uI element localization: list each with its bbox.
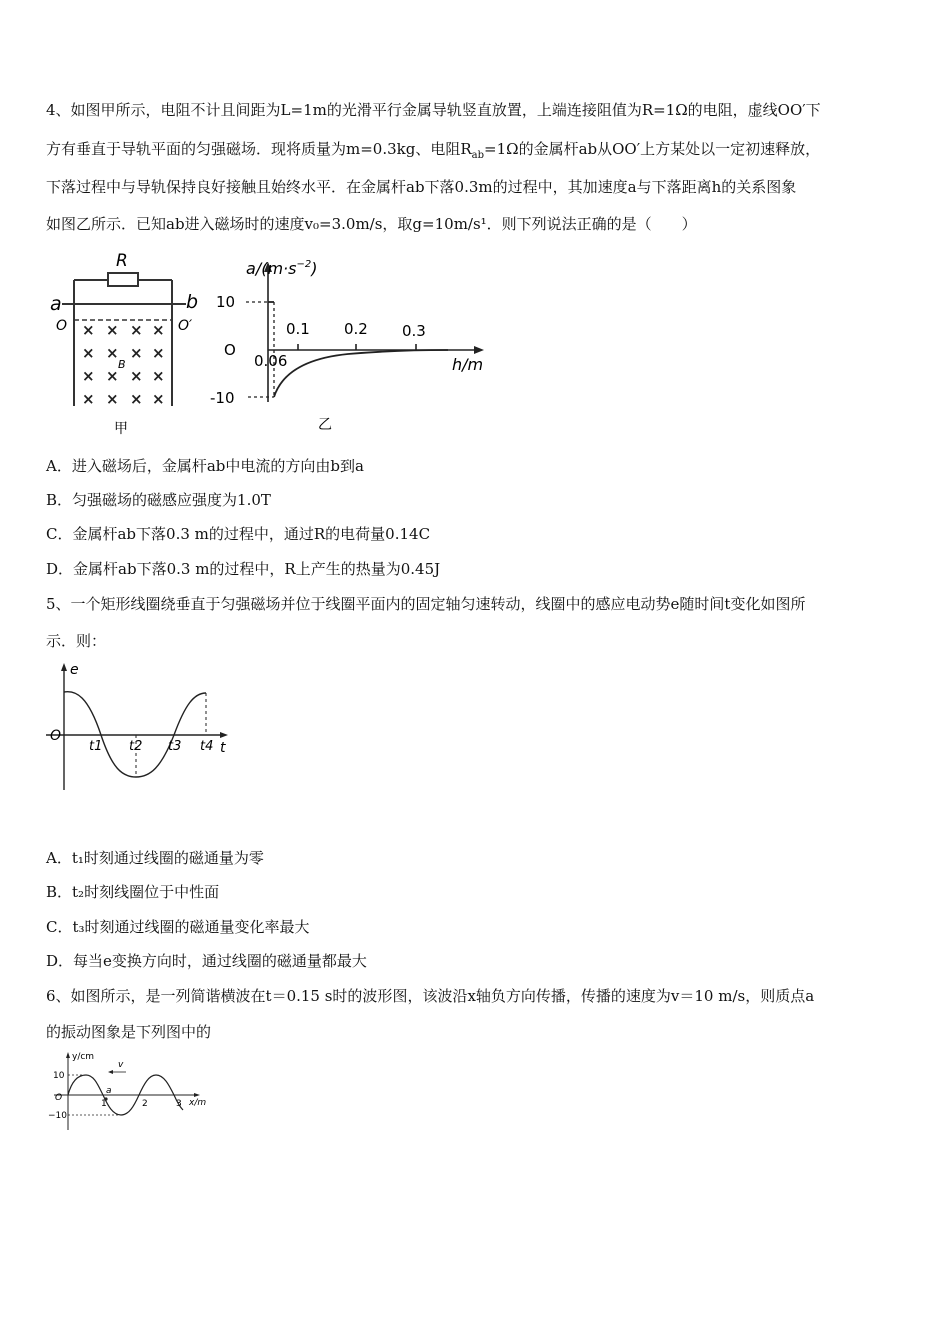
q5-line-1: 5、一个矩形线圈绕垂直于匀强磁场并位于线圈平面内的固定轴匀速转动，线圈中的感应电动势e随时间t变化如图所: [46, 595, 806, 613]
caption-jia: 甲: [114, 421, 128, 437]
wave-x-3: 3: [176, 1099, 182, 1109]
label-O-prime: O′: [178, 318, 193, 334]
wave-y-bottom: −10: [48, 1111, 67, 1121]
q5-option-d[interactable]: D．每当e变换方向时，通过线圈的磁通量都最大: [46, 952, 367, 970]
q6-figure-wave: [46, 1050, 216, 1132]
label-B: B: [118, 358, 126, 371]
q4-option-d[interactable]: D．金属杆ab下落0.3 m的过程中，R上产生的热量为0.45J: [46, 560, 441, 578]
q4-figure-jia: [46, 250, 216, 440]
y-axis-wave-arrow-icon: [66, 1052, 70, 1058]
velocity-arrow-icon: [108, 1070, 113, 1074]
wave-xlabel: x/m: [189, 1098, 207, 1108]
q4-option-c[interactable]: C．金属杆ab下落0.3 m的过程中，通过R的电荷量0.14C: [46, 525, 431, 543]
q5-origin-label: O: [50, 728, 62, 744]
t-axis-arrow-icon: [220, 732, 228, 738]
t1-label: t1: [89, 739, 103, 754]
svg-text:×: ×: [82, 344, 95, 362]
x-axis-arrow-icon: [474, 346, 484, 354]
y-axis-label: $a/(m\cdot s^{-2})$: [246, 259, 318, 278]
q4-line-2: [46, 139, 820, 166]
q5-option-b[interactable]: B．t₂时刻线圈位于中性面: [46, 883, 220, 901]
svg-text:×: ×: [130, 367, 143, 385]
q4-line-3: 下落过程中与导轨保持良好接触且始终水平．在金属杆ab下落0.3m的过程中，其加速度a与下落距离h的关系图象: [46, 178, 797, 196]
svg-text:×: ×: [130, 390, 143, 408]
x-tick-0.3: 0.3: [402, 322, 426, 340]
svg-text:×: ×: [82, 390, 95, 408]
q5-figure-emf: [46, 660, 228, 795]
resistor-symbol: [108, 273, 138, 286]
q5-option-c[interactable]: C．t₃时刻通过线圈的磁通量变化率最大: [46, 918, 310, 936]
svg-text:×: ×: [106, 321, 119, 339]
svg-text:×: ×: [130, 344, 143, 362]
svg-text:×: ×: [106, 344, 119, 362]
label-O: O: [56, 318, 68, 334]
svg-text:×: ×: [106, 367, 119, 385]
caption-yi: 乙: [318, 417, 332, 433]
y-tick-10: 10: [216, 293, 236, 311]
x-axis-label: h/m: [452, 355, 484, 374]
point-a-label: a: [106, 1086, 112, 1096]
velocity-label: v: [118, 1060, 124, 1070]
q4-line-2-rest: =1Ω的金属杆ab从OO′上方某处以一定初速释放，: [484, 140, 821, 158]
t2-label: t2: [129, 739, 143, 754]
svg-text:×: ×: [130, 321, 143, 339]
wave-x-1: 1: [101, 1099, 107, 1109]
t-axis-label: t: [220, 740, 226, 756]
q5-line-2: 示．则：: [46, 632, 107, 650]
acceleration-curve: [274, 350, 448, 397]
x-tick-0.1: 0.1: [286, 320, 310, 338]
q4-line-1: 4、如图甲所示，电阻不计且间距为L=1m的光滑平行金属导轨竖直放置，上端连接阻值为R=1Ω的电阻，虚线OO′下: [46, 101, 821, 119]
t3-label: t3: [168, 739, 182, 754]
label-a: a: [50, 293, 62, 315]
e-axis-arrow-icon: [61, 663, 67, 671]
svg-text:×: ×: [152, 344, 165, 362]
x-tick-0.06: 0.06: [254, 352, 288, 370]
q4-figure-yi: [208, 254, 498, 440]
svg-text:×: ×: [152, 390, 165, 408]
wave-y-top: 10: [53, 1071, 65, 1081]
t4-label: t4: [200, 739, 214, 754]
svg-text:×: ×: [106, 390, 119, 408]
origin-label: O: [224, 341, 236, 359]
resistor-label: R: [116, 251, 128, 271]
e-axis-label: e: [70, 662, 79, 678]
svg-text:×: ×: [152, 321, 165, 339]
q4-option-a[interactable]: A．进入磁场后，金属杆ab中电流的方向由b到a: [46, 457, 364, 475]
wave-ylabel: y/cm: [72, 1052, 95, 1062]
wave-x-2: 2: [142, 1099, 148, 1109]
x-axis-wave-arrow-icon: [194, 1093, 200, 1097]
y-tick-minus-10: -10: [210, 389, 235, 407]
q4-line-2-start: 方有垂直于导轨平面的匀强磁场．现将质量为m=0.3kg、电阻R: [46, 140, 472, 158]
label-b: b: [186, 291, 199, 313]
svg-text:×: ×: [82, 321, 95, 339]
q4-line-2-sub: ab: [471, 150, 485, 161]
x-tick-0.2: 0.2: [344, 320, 368, 338]
q6-line-1: 6、如图所示，是一列简谐横波在t＝0.15 s时的波形图，该波沿x轴负方向传播，传播的速度为v＝10 m/s，则质点a: [46, 987, 815, 1005]
q4-option-b[interactable]: B．匀强磁场的磁感应强度为1.0T: [46, 491, 271, 509]
q6-line-2: 的振动图象是下列图中的: [46, 1023, 212, 1041]
wave-origin: O: [55, 1093, 63, 1103]
q5-option-a[interactable]: A．t₁时刻通过线圈的磁通量为零: [46, 849, 264, 867]
q4-line-4: 如图乙所示．已知ab进入磁场时的速度v₀=3.0m/s，取g=10m/s¹．则下列说法正确的是（ ）: [46, 215, 697, 233]
svg-text:×: ×: [152, 367, 165, 385]
svg-text:×: ×: [82, 367, 95, 385]
